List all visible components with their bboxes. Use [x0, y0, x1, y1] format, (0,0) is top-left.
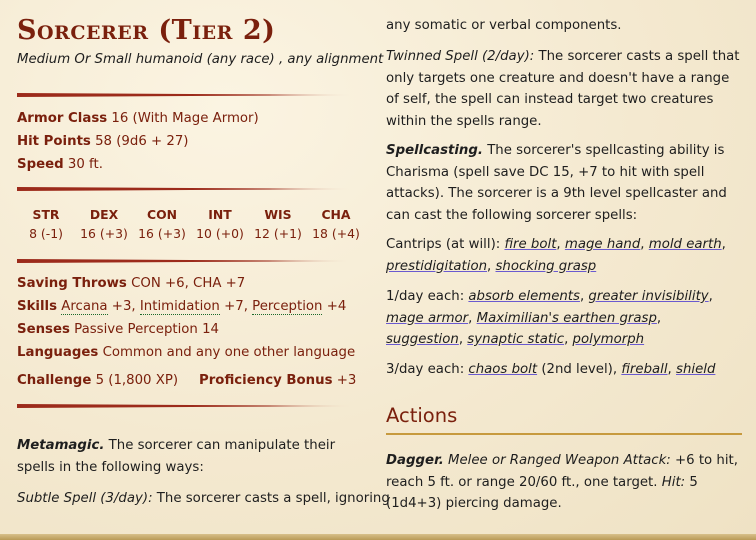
ability-score: 10 (+0)	[196, 226, 244, 241]
subtle-spell-name: Subtle Spell (3/day):	[17, 491, 153, 506]
ability-score: 16 (+3)	[138, 226, 186, 241]
ability-score: 16 (+3)	[80, 226, 128, 241]
ability-score: 8 (-1)	[29, 226, 63, 241]
ability-name: CON	[147, 207, 177, 222]
spell-link-maximilians-earthen-grasp[interactable]: Maximilian's earthen grasp	[476, 310, 657, 326]
spells-one-per-day: 1/day each: absorb elements, greater invisibility, mage armor, Maximilian's earthen grasp, suggestion, synaptic static, polymorph	[386, 289, 713, 347]
damage-text: 5 (1d4+3) piercing damage.	[386, 474, 698, 511]
twinned-spell-name: Twinned Spell (2/day):	[386, 49, 535, 64]
section-divider	[17, 404, 353, 408]
proficiency-label: Proficiency Bonus	[199, 373, 333, 388]
speed-label: Speed	[17, 157, 64, 172]
challenge-value: 5 (1,800 XP)	[95, 373, 179, 388]
hit-label: Hit:	[661, 474, 686, 490]
trait-name: Metamagic.	[17, 438, 105, 453]
spell-link-fireball[interactable]: fireball	[621, 362, 668, 377]
languages	[17, 345, 355, 360]
creature-type: Medium Or Small humanoid (any race) , any alignment	[17, 52, 384, 67]
spell-link-synaptic-static[interactable]: synaptic static	[467, 332, 565, 347]
hit-points-value: 58 (9d6 + 27)	[95, 134, 189, 149]
armor-class-label: Armor Class	[17, 111, 108, 126]
skill-bonus: +7	[224, 299, 244, 314]
speed-value: 30 ft.	[67, 157, 103, 172]
one-per-day-label: 1/day each:	[386, 289, 465, 304]
spell-link-greater-invisibility[interactable]: greater invisibility	[588, 289, 709, 304]
page-bottom-border	[0, 534, 756, 540]
spells-three-per-day: 3/day each: chaos bolt (2nd level), fireball, shield	[386, 362, 716, 377]
ability-name: INT	[208, 207, 232, 222]
speed	[17, 157, 103, 172]
action-name: Dagger.	[386, 453, 444, 468]
spells-cantrips: Cantrips (at will): fire bolt, mage hand, mold earth, prestidigitation, shocking grasp	[386, 237, 726, 274]
senses	[17, 322, 219, 337]
skill-bonus: +4	[326, 299, 347, 314]
trait-text: The sorcerer can manipulate their spells in the following ways:	[17, 438, 336, 475]
ability-name: CHA	[321, 207, 351, 222]
attack-type: Melee or Ranged Weapon Attack:	[448, 453, 671, 468]
section-divider	[17, 259, 353, 263]
ability-name: WIS	[264, 207, 292, 222]
subtle-spell-line	[17, 488, 390, 510]
senses-label: Senses	[17, 322, 70, 337]
ability-name: STR	[32, 207, 60, 222]
trait-spellcasting	[386, 140, 742, 226]
skills: Skills Arcana +3, Intimidation +7, Perception +4	[17, 299, 347, 314]
ability-cha	[307, 206, 365, 245]
saving-throws-value: CON +6, CHA +7	[131, 276, 246, 291]
section-divider	[17, 187, 353, 191]
saving-throws-label: Saving Throws	[17, 276, 127, 291]
armor-class-value: 16 (With Mage Armor)	[111, 111, 259, 126]
action-dagger	[386, 450, 742, 515]
senses-value: Passive Perception 14	[74, 322, 219, 337]
challenge-label: Challenge	[17, 373, 92, 388]
spell-link-mage-armor[interactable]: mage armor	[386, 310, 469, 326]
actions-heading: Actions	[386, 404, 458, 427]
skill-link-intimidation[interactable]: Intimidation	[139, 299, 220, 314]
hit-points-label: Hit Points	[17, 134, 91, 149]
spell-link-chaos-bolt[interactable]: chaos bolt	[468, 362, 538, 377]
skills-label: Skills	[17, 299, 58, 314]
ability-dex	[75, 206, 133, 245]
spell-link-prestidigitation[interactable]: prestidigitation	[386, 258, 488, 274]
subtle-spell-text-start: The sorcerer casts a spell, ignoring	[156, 491, 390, 506]
ability-scores	[17, 206, 365, 245]
ability-score: 12 (+1)	[254, 226, 302, 241]
spell-link-mold-earth[interactable]: mold earth	[648, 237, 722, 252]
ability-score: 18 (+4)	[312, 226, 360, 241]
challenge	[17, 373, 178, 388]
ability-name: DEX	[89, 207, 119, 222]
attack-hit-bonus: +6 to hit, reach 5 ft. or range 20/60 ft., one target.	[386, 453, 738, 490]
spellcasting-text: The sorcerer's spellcasting ability is Charisma (spell save DC 15, +7 to hit with spell attacks). The sorcerer is a 9th level spellcaster and can cast the following sorcerer spells:	[386, 143, 727, 223]
hit-points	[17, 134, 189, 149]
spell-link-shield[interactable]: shield	[676, 362, 716, 377]
spell-link-suggestion[interactable]: suggestion	[386, 332, 459, 347]
actions-divider	[386, 433, 742, 435]
spell-link-absorb-elements[interactable]: absorb elements	[468, 289, 580, 304]
languages-value: Common and any one other language	[102, 345, 356, 360]
twinned-spell-text: The sorcerer casts a spell that only targets one creature and doesn't have a range of self, the spell can instead target two creatures within the spells range.	[386, 49, 740, 129]
cantrips-label: Cantrips (at will):	[386, 237, 501, 252]
spellcasting-name: Spellcasting.	[386, 143, 483, 158]
spell-link-fire-bolt[interactable]: fire bolt	[504, 237, 557, 252]
ability-con	[133, 206, 191, 245]
spell-link-polymorph[interactable]: polymorph	[572, 332, 645, 347]
spell-link-shocking-grasp[interactable]: shocking grasp	[495, 258, 597, 274]
three-per-day-label: 3/day each:	[386, 362, 465, 377]
saving-throws	[17, 276, 245, 291]
trait-twinned-spell	[386, 46, 742, 132]
proficiency-value: +3	[336, 373, 357, 388]
armor-class	[17, 111, 259, 126]
skill-link-perception[interactable]: Perception	[252, 299, 323, 314]
skill-link-arcana[interactable]: Arcana	[61, 299, 108, 314]
trait-metamagic	[17, 435, 365, 478]
subtle-spell-continued: any somatic or verbal components.	[386, 18, 622, 33]
chaos-bolt-note: (2nd level),	[541, 362, 618, 377]
proficiency-bonus	[199, 373, 356, 388]
ability-int	[191, 206, 249, 245]
ability-str	[17, 206, 75, 245]
ability-wis	[249, 206, 307, 245]
skill-bonus: +3	[111, 299, 132, 314]
section-divider	[17, 93, 353, 97]
creature-name: Sorcerer (Tier 2)	[17, 15, 276, 46]
languages-label: Languages	[17, 345, 99, 360]
spell-link-mage-hand[interactable]: mage hand	[564, 237, 641, 252]
